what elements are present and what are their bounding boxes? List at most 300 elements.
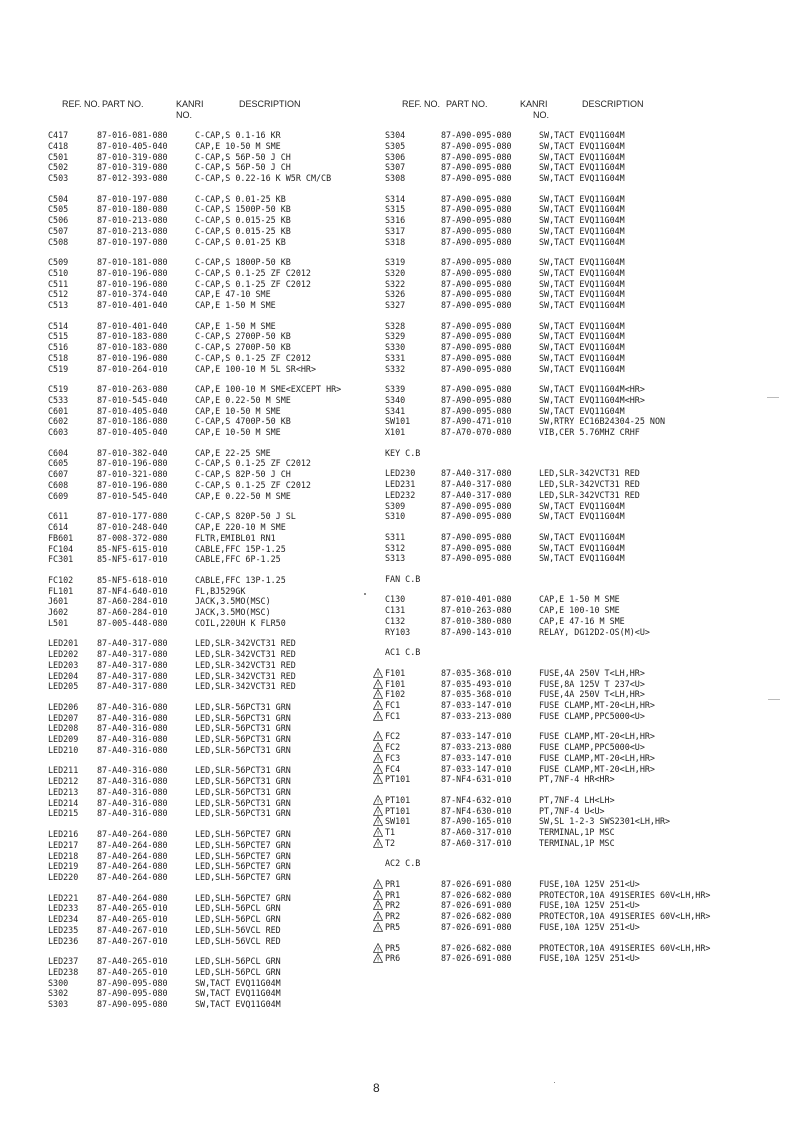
ref-no: LED216 bbox=[48, 829, 79, 840]
table-row bbox=[385, 594, 620, 605]
description: CAP,E 10-50 M SME bbox=[195, 140, 281, 151]
ref-no: PR6 bbox=[385, 953, 401, 964]
description: TERMINAL,1P MSC bbox=[539, 837, 615, 848]
ref-no: S304 bbox=[385, 130, 406, 140]
part-no: 87-NF4-640-010 bbox=[97, 585, 168, 596]
description: SW,SL 1-2-3 SWS2301<LH,HR> bbox=[539, 816, 671, 827]
right-header-kanri: KANRI bbox=[520, 99, 548, 109]
svg-text:!: ! bbox=[376, 840, 380, 848]
table-row bbox=[376, 774, 615, 785]
part-no: 87-033-213-080 bbox=[441, 710, 512, 721]
svg-text:!: ! bbox=[376, 808, 380, 816]
description: CAP,E 1-50 M SME bbox=[195, 320, 276, 331]
description: SW,TACT EVQ11G04M bbox=[539, 162, 625, 173]
description: LED,SLR-56PCT31 GRN bbox=[195, 712, 291, 723]
ref-no: F102 bbox=[385, 689, 406, 700]
ref-no: FC104 bbox=[48, 543, 74, 554]
part-no: 87-010-405-040 bbox=[97, 140, 168, 151]
ref-no: C611 bbox=[48, 511, 69, 522]
ref-no: S322 bbox=[385, 278, 406, 289]
ref-no: C607 bbox=[48, 469, 69, 480]
description: FUSE,10A 125V 251<U> bbox=[539, 878, 640, 889]
part-no: 87-010-380-080 bbox=[441, 615, 512, 626]
table-row bbox=[385, 553, 625, 564]
ref-no: PR1 bbox=[385, 889, 401, 900]
ref-no: LED209 bbox=[48, 734, 79, 745]
svg-text:!: ! bbox=[376, 702, 380, 711]
description: PT,7NF-4 U<U> bbox=[539, 805, 605, 816]
description: CAP,E 0.22-50 M SME bbox=[195, 394, 291, 405]
ref-no: FC1 bbox=[385, 700, 401, 711]
part-no: 87-A40-317-080 bbox=[441, 479, 512, 490]
ref-no: LED238 bbox=[48, 966, 79, 977]
ref-no: LED233 bbox=[48, 903, 79, 914]
part-no: 87-A40-317-080 bbox=[97, 659, 168, 670]
ref-no: C519 bbox=[48, 363, 69, 374]
ref-no: FC2 bbox=[385, 731, 401, 742]
part-no: 87-A90-471-010 bbox=[441, 416, 512, 427]
part-no: 87-010-405-040 bbox=[97, 427, 168, 438]
description: C-CAP,S 0.1-25 ZF C2012 bbox=[195, 479, 311, 490]
ref-no: S320 bbox=[385, 267, 406, 278]
ref-no: S326 bbox=[385, 289, 406, 300]
table-row bbox=[385, 626, 650, 638]
part-no: 87-033-147-010 bbox=[441, 731, 512, 742]
part-no: 87-010-374-040 bbox=[97, 289, 168, 300]
description: C-CAP,S 82P-50 J CH bbox=[195, 469, 291, 480]
part-no: 87-010-186-080 bbox=[97, 416, 168, 427]
description: LED,SLH-56PCL GRN bbox=[195, 914, 281, 925]
description: LED,SLR-342VCT31 RED bbox=[539, 468, 640, 479]
part-no: 87-A90-095-080 bbox=[441, 542, 512, 553]
part-no: 87-A40-316-080 bbox=[97, 765, 168, 776]
description: C-CAP,S 56P-50 J CH bbox=[195, 162, 291, 173]
caution-triangle-icon bbox=[373, 731, 383, 741]
ref-no: S340 bbox=[385, 394, 406, 405]
caution-triangle-icon bbox=[373, 943, 383, 953]
table-row bbox=[385, 405, 625, 417]
ref-no: PT101 bbox=[385, 794, 411, 805]
table-row bbox=[376, 752, 655, 764]
table-row bbox=[385, 215, 625, 226]
section-header: FAN C.B bbox=[385, 573, 421, 584]
ref-no: C604 bbox=[48, 447, 69, 458]
description: SW,TACT EVQ11G04M bbox=[539, 531, 625, 542]
part-no: 87-A90-095-080 bbox=[441, 130, 512, 140]
table-row bbox=[385, 384, 645, 395]
part-no: 87-010-263-080 bbox=[441, 605, 512, 616]
description: FUSE,8A 125V T 237<U> bbox=[539, 678, 645, 689]
ref-no: LED212 bbox=[48, 776, 79, 787]
description: LED,SLR-342VCT31 RED bbox=[195, 681, 296, 692]
ref-no: S327 bbox=[385, 300, 406, 311]
part-no: 87-A60-317-010 bbox=[441, 837, 512, 848]
part-no: 87-033-147-010 bbox=[441, 700, 512, 711]
part-no: 87-A40-317-080 bbox=[97, 649, 168, 660]
description: SW,TACT EVQ11G04M bbox=[539, 140, 625, 151]
description: LED,SLH-56PCTE7 GRN bbox=[195, 839, 291, 850]
svg-text:!: ! bbox=[376, 913, 380, 922]
table-row bbox=[385, 542, 625, 554]
ref-no: S316 bbox=[385, 215, 406, 226]
part-no: 87-010-213-080 bbox=[97, 225, 168, 236]
description: LED,SLH-56PCTE7 GRN bbox=[195, 861, 291, 872]
caution-triangle-icon bbox=[373, 774, 383, 784]
left-header-part: PART NO. bbox=[102, 99, 144, 109]
description: CAP,E 1-50 M SME bbox=[539, 594, 620, 605]
part-no: 87-012-393-080 bbox=[97, 173, 168, 183]
svg-text:!: ! bbox=[376, 818, 380, 827]
description: LED,SLR-56PCT31 GRN bbox=[195, 786, 291, 797]
description: C-CAP,S 0.1-25 ZF C2012 bbox=[195, 278, 311, 289]
description: LED,SLH-56PCTE7 GRN bbox=[195, 892, 291, 903]
part-no: 87-A40-264-080 bbox=[97, 861, 168, 872]
table-row bbox=[376, 731, 655, 742]
ref-no: LED214 bbox=[48, 797, 79, 808]
description: SW,TACT EVQ11G04M bbox=[539, 553, 625, 564]
part-no: 87-A90-095-080 bbox=[441, 278, 512, 289]
description: LED,SLH-56PCTE7 GRN bbox=[195, 829, 291, 840]
ref-no: S311 bbox=[385, 531, 406, 542]
table-row bbox=[376, 763, 655, 775]
description: CAP,E 100-10 SME bbox=[539, 605, 620, 616]
description: C-CAP,S 0.015-25 KB bbox=[195, 225, 291, 236]
part-no: 87-A90-095-080 bbox=[441, 193, 512, 204]
ref-no: C609 bbox=[48, 490, 69, 501]
part-no: 87-A90-095-080 bbox=[97, 977, 168, 988]
caution-triangle-icon bbox=[373, 816, 383, 826]
table-row bbox=[385, 342, 625, 353]
description: C-CAP,S 4700P-50 KB bbox=[195, 416, 291, 427]
part-no: 87-033-147-010 bbox=[441, 752, 512, 763]
table-row bbox=[385, 320, 625, 332]
part-no: 87-010-545-040 bbox=[97, 490, 168, 501]
description: C-CAP,S 0.1-16 KR bbox=[195, 130, 281, 140]
description: SW,TACT EVQ11G04M bbox=[539, 151, 625, 162]
caution-triangle-icon bbox=[373, 922, 383, 932]
part-no: 87-A40-264-080 bbox=[97, 839, 168, 850]
part-no: 85-NF5-615-010 bbox=[97, 543, 168, 554]
part-no: 87-A90-095-080 bbox=[441, 140, 512, 151]
description: LED,SLH-56PCL GRN bbox=[195, 966, 281, 977]
table-row bbox=[376, 837, 615, 849]
ref-no: S308 bbox=[385, 173, 406, 183]
ref-no: FC1 bbox=[385, 710, 401, 721]
table-row bbox=[376, 911, 711, 922]
ref-no: C132 bbox=[385, 615, 406, 626]
ref-no: PR2 bbox=[385, 911, 401, 922]
ref-no: S330 bbox=[385, 342, 406, 353]
ref-no: F101 bbox=[385, 667, 406, 678]
description: C-CAP,S 0.1-25 ZF C2012 bbox=[195, 352, 311, 363]
scan-speck bbox=[554, 1082, 555, 1083]
ref-no: FB601 bbox=[48, 532, 74, 543]
caution-triangle-icon bbox=[373, 753, 383, 763]
table-row bbox=[376, 700, 655, 711]
ref-no: FC4 bbox=[385, 763, 401, 774]
part-no: 87-A40-265-010 bbox=[97, 956, 168, 967]
part-no: 87-010-177-080 bbox=[97, 511, 168, 522]
description: CAP,E 10-50 M SME bbox=[195, 427, 281, 438]
table-row bbox=[385, 500, 625, 512]
caution-triangle-icon bbox=[373, 911, 383, 921]
ref-no: LED230 bbox=[385, 468, 416, 479]
part-no: 87-035-368-010 bbox=[441, 689, 512, 700]
ref-no: FC102 bbox=[48, 574, 74, 585]
ref-no: T2 bbox=[385, 837, 396, 848]
section-header-group bbox=[385, 574, 420, 585]
part-no: 87-010-196-080 bbox=[97, 278, 168, 289]
description: SW,TACT EVQ11G04M bbox=[539, 289, 625, 300]
description: FUSE,10A 125V 251<U> bbox=[539, 953, 640, 964]
ref-no: C515 bbox=[48, 331, 69, 342]
part-no: 85-NF5-617-010 bbox=[97, 554, 168, 565]
table-row bbox=[385, 489, 640, 501]
part-no: 87-010-197-080 bbox=[97, 193, 168, 204]
ref-no: C510 bbox=[48, 267, 69, 278]
ref-no: PR5 bbox=[385, 942, 401, 953]
ref-no: T1 bbox=[385, 827, 396, 838]
part-no: 87-A40-316-080 bbox=[97, 786, 168, 797]
part-no: 87-A90-095-080 bbox=[441, 225, 512, 236]
part-no: 87-A90-095-080 bbox=[441, 173, 512, 183]
svg-text:!: ! bbox=[376, 881, 380, 889]
description: PT,7NF-4 LH<LH> bbox=[539, 794, 615, 805]
description: LED,SLR-56PCT31 GRN bbox=[195, 744, 291, 755]
ref-no: C508 bbox=[48, 236, 69, 247]
part-no: 87-A90-095-080 bbox=[441, 352, 512, 363]
table-row bbox=[376, 689, 645, 700]
svg-text:!: ! bbox=[376, 892, 380, 900]
left-header-kanri: KANRI bbox=[176, 99, 204, 109]
part-no: 87-033-147-010 bbox=[441, 763, 512, 774]
ref-no: RY103 bbox=[385, 626, 411, 637]
part-no: 87-NF4-631-010 bbox=[441, 774, 512, 785]
description: LED,SLR-56PCT31 GRN bbox=[195, 701, 291, 712]
section-header: KEY C.B bbox=[385, 447, 421, 458]
part-no: 87-A40-265-010 bbox=[97, 914, 168, 925]
description: CAP,E 1-50 M SME bbox=[195, 300, 276, 311]
ref-no: LED217 bbox=[48, 839, 79, 850]
description: CABLE,FFC 15P-1.25 bbox=[195, 543, 286, 554]
part-no: 87-A90-095-080 bbox=[441, 320, 512, 331]
description: C-CAP,S 56P-50 J CH bbox=[195, 151, 291, 162]
section-header: AC1 C.B bbox=[385, 647, 421, 658]
part-no: 87-010-196-080 bbox=[97, 267, 168, 278]
part-no: 87-010-319-080 bbox=[97, 151, 168, 162]
table-row bbox=[385, 605, 620, 616]
ref-no: C130 bbox=[385, 594, 406, 605]
section-header-group bbox=[385, 647, 420, 658]
part-no: 87-035-493-010 bbox=[441, 678, 512, 689]
ref-no: LED211 bbox=[48, 765, 79, 776]
ref-no: C504 bbox=[48, 193, 69, 204]
description: FUSE,10A 125V 251<U> bbox=[539, 900, 640, 911]
part-no: 87-A40-316-080 bbox=[97, 744, 168, 755]
description: SW,TACT EVQ11G04M bbox=[195, 999, 281, 1010]
table-row bbox=[376, 710, 645, 722]
description: LED,SLR-56PCT31 GRN bbox=[195, 797, 291, 808]
description: C-CAP,S 0.1-25 ZF C2012 bbox=[195, 267, 311, 278]
part-no: 87-A90-095-080 bbox=[441, 363, 512, 374]
description: SW,TACT EVQ11G04M bbox=[539, 257, 625, 268]
part-no: 87-A40-317-080 bbox=[441, 489, 512, 500]
table-row bbox=[385, 394, 645, 406]
part-no: 87-A40-317-080 bbox=[97, 681, 168, 692]
svg-text:!: ! bbox=[376, 829, 380, 838]
svg-text:!: ! bbox=[376, 755, 380, 763]
description: SW,TACT EVQ11G04M bbox=[539, 267, 625, 278]
part-no: 87-A40-265-010 bbox=[97, 903, 168, 914]
description: SW,TACT EVQ11G04M bbox=[539, 215, 625, 226]
description: FUSE CLAMP,MT-20<LH,HR> bbox=[539, 752, 655, 763]
part-no: 87-A90-095-080 bbox=[441, 553, 512, 564]
description: TERMINAL,1P MSC bbox=[539, 827, 615, 838]
part-no: 87-NF4-630-010 bbox=[441, 805, 512, 816]
right-header-desc: DESCRIPTION bbox=[582, 99, 644, 109]
scan-speck bbox=[364, 593, 366, 595]
table-row bbox=[385, 151, 625, 163]
svg-text:!: ! bbox=[376, 955, 380, 964]
ref-no: C519 bbox=[48, 384, 69, 395]
ref-no: LED220 bbox=[48, 872, 79, 883]
description: LED,SLR-342VCT31 RED bbox=[539, 489, 640, 500]
part-no: 87-005-448-080 bbox=[97, 617, 168, 628]
ref-no: C502 bbox=[48, 162, 69, 173]
part-no: 87-A90-095-080 bbox=[441, 204, 512, 215]
right-header-ref: REF. NO. bbox=[402, 99, 441, 109]
description: LED,SLR-342VCT31 RED bbox=[195, 649, 296, 660]
right-header-part: PART NO. bbox=[446, 99, 488, 109]
svg-text:!: ! bbox=[376, 670, 380, 678]
ref-no: LED236 bbox=[48, 935, 79, 946]
description: SW,TACT EVQ11G04M bbox=[539, 500, 625, 511]
part-no: 87-NF4-632-010 bbox=[441, 794, 512, 805]
part-no: 87-026-691-080 bbox=[441, 900, 512, 911]
description: CAP,E 220-10 M SME bbox=[195, 522, 286, 533]
table-row bbox=[385, 162, 625, 173]
ref-no: C131 bbox=[385, 605, 406, 616]
table-row bbox=[385, 130, 625, 141]
part-no: 87-A90-095-080 bbox=[441, 511, 512, 522]
part-no: 87-026-691-080 bbox=[441, 921, 512, 932]
table-row bbox=[385, 427, 640, 438]
part-no: 87-010-196-080 bbox=[97, 352, 168, 363]
parts-group bbox=[376, 731, 655, 785]
table-row bbox=[376, 678, 645, 690]
part-no: 87-A90-095-080 bbox=[441, 236, 512, 247]
description: C-CAP,S 1800P-50 KB bbox=[195, 257, 291, 268]
ref-no: C512 bbox=[48, 289, 69, 300]
part-no: 87-A90-095-080 bbox=[441, 531, 512, 542]
description: SW,TACT EVQ11G04M bbox=[539, 236, 625, 247]
svg-text:!: ! bbox=[376, 691, 380, 700]
table-row bbox=[385, 236, 625, 248]
ref-no: C603 bbox=[48, 427, 69, 438]
table-row bbox=[385, 193, 625, 205]
table-row bbox=[385, 615, 625, 627]
description: CABLE,FFC 13P-1.25 bbox=[195, 574, 286, 585]
parts-group bbox=[376, 878, 711, 933]
ref-no: LED205 bbox=[48, 681, 79, 692]
svg-text:!: ! bbox=[376, 945, 380, 953]
ref-no: LED208 bbox=[48, 723, 79, 734]
part-no: 87-A40-267-010 bbox=[97, 935, 168, 946]
part-no: 87-010-401-080 bbox=[441, 594, 512, 605]
ref-no: C516 bbox=[48, 342, 69, 353]
part-no: 87-A40-264-080 bbox=[97, 850, 168, 861]
parts-group bbox=[376, 794, 671, 849]
caution-triangle-icon bbox=[373, 711, 383, 721]
table-row bbox=[385, 278, 625, 290]
part-no: 87-010-197-080 bbox=[97, 236, 168, 247]
description: FUSE CLAMP,MT-20<LH,HR> bbox=[539, 763, 655, 774]
ref-no: S341 bbox=[385, 405, 406, 416]
part-no: 87-A90-143-010 bbox=[441, 626, 512, 637]
ref-no: C602 bbox=[48, 416, 69, 427]
svg-text:!: ! bbox=[376, 776, 380, 785]
table-row bbox=[376, 827, 615, 838]
ref-no: C418 bbox=[48, 140, 69, 151]
part-no: 87-A90-095-080 bbox=[441, 500, 512, 511]
part-no: 87-A90-095-080 bbox=[441, 394, 512, 405]
table-row bbox=[385, 257, 625, 268]
svg-text:!: ! bbox=[376, 744, 380, 753]
ref-no: SW101 bbox=[385, 816, 411, 827]
part-no: 87-A90-095-080 bbox=[441, 405, 512, 416]
ref-no: SW101 bbox=[385, 416, 411, 427]
part-no: 87-010-264-010 bbox=[97, 363, 168, 374]
description: LED,SLR-342VCT31 RED bbox=[195, 638, 296, 649]
ref-no: LED221 bbox=[48, 892, 79, 903]
description: CAP,E 22-25 SME bbox=[195, 447, 271, 458]
table-row bbox=[385, 531, 625, 543]
ref-no: PR5 bbox=[385, 921, 401, 932]
description: RELAY, DG12D2-OS(M)<U> bbox=[539, 626, 650, 637]
caution-triangle-icon bbox=[373, 806, 383, 816]
ref-no: LED232 bbox=[385, 489, 416, 500]
ref-no: S329 bbox=[385, 331, 406, 342]
svg-text:!: ! bbox=[376, 766, 380, 774]
description: SW,TACT EVQ11G04M bbox=[539, 511, 625, 522]
caution-triangle-icon bbox=[373, 838, 383, 848]
description: LED,SLR-342VCT31 RED bbox=[195, 670, 296, 681]
description: JACK,3.5MO(MSC) bbox=[195, 607, 271, 618]
part-no: 87-010-196-080 bbox=[97, 479, 168, 490]
ref-no: C513 bbox=[48, 300, 69, 311]
ref-no: C533 bbox=[48, 394, 69, 405]
part-no: 87-010-405-040 bbox=[97, 405, 168, 416]
caution-triangle-icon bbox=[373, 668, 383, 678]
description: LED,SLH-56PCTE7 GRN bbox=[195, 872, 291, 883]
ref-no: LED213 bbox=[48, 786, 79, 797]
description: FUSE,4A 250V T<LH,HR> bbox=[539, 689, 645, 700]
part-no: 87-A90-095-080 bbox=[97, 999, 168, 1010]
part-no: 87-A90-095-080 bbox=[441, 151, 512, 162]
ref-no: LED207 bbox=[48, 712, 79, 723]
caution-triangle-icon bbox=[373, 953, 383, 963]
part-no: 87-A40-316-080 bbox=[97, 776, 168, 787]
svg-text:!: ! bbox=[376, 713, 380, 721]
ref-no: C503 bbox=[48, 173, 69, 183]
table-row bbox=[385, 300, 625, 311]
ref-no: LED215 bbox=[48, 808, 79, 819]
part-no: 87-A60-284-010 bbox=[97, 607, 168, 618]
ref-no: S309 bbox=[385, 500, 406, 511]
ref-no: S313 bbox=[385, 553, 406, 564]
section-header: AC2 C.B bbox=[385, 858, 421, 869]
part-no: 87-010-382-040 bbox=[97, 447, 168, 458]
